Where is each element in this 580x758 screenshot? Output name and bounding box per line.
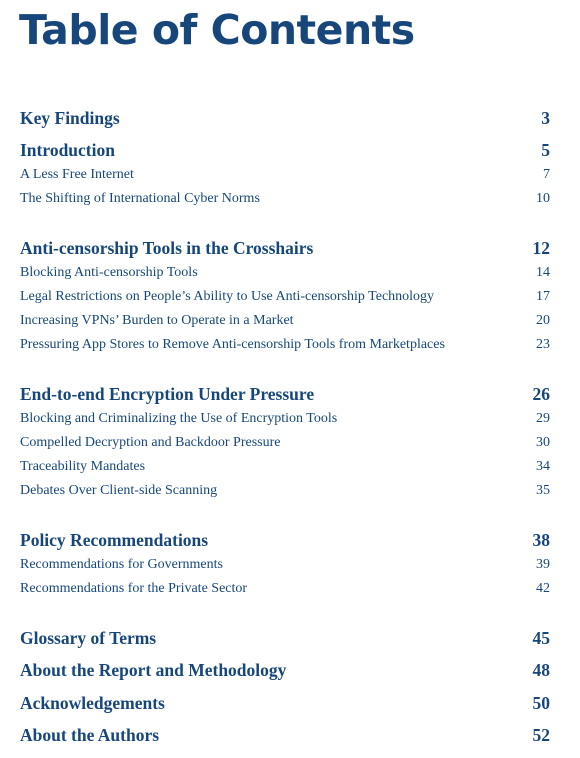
toc-entry[interactable] xyxy=(20,108,550,129)
toc-subentry[interactable] xyxy=(20,265,550,281)
toc-entry-label: Pressuring App Stores to Remove Anti-censorship Tools from Marketplaces xyxy=(20,337,445,352)
toc-entry-page: 45 xyxy=(532,628,550,648)
toc-entry-page: 39 xyxy=(536,557,550,572)
toc-entry-page: 34 xyxy=(536,459,550,474)
toc-subentry[interactable] xyxy=(20,435,550,451)
toc-entry-label: Recommendations for the Private Sector xyxy=(20,581,248,596)
toc-entry-label: Blocking Anti-censorship Tools xyxy=(20,265,198,280)
toc-subentry[interactable] xyxy=(20,411,550,427)
toc-entry[interactable] xyxy=(20,693,550,714)
toc-subentry[interactable] xyxy=(20,483,550,499)
toc-entry-page: 14 xyxy=(536,265,550,280)
toc-entry[interactable] xyxy=(20,628,550,649)
toc-entry-page: 7 xyxy=(543,167,550,182)
toc-subentry[interactable] xyxy=(20,191,550,207)
toc-entry-page: 3 xyxy=(541,108,550,128)
toc-subentry[interactable] xyxy=(20,581,550,597)
toc-entry-page: 26 xyxy=(532,384,550,404)
toc-entry-label: Legal Restrictions on People’s Ability to Use Anti-censorship Technology xyxy=(20,289,435,304)
toc-entry-page: 5 xyxy=(541,140,550,160)
toc-entry-page: 42 xyxy=(536,581,550,596)
toc-entry-page: 35 xyxy=(536,483,550,498)
toc-entry-label: Traceability Mandates xyxy=(20,459,146,474)
toc-entry[interactable] xyxy=(20,384,550,405)
toc-entry[interactable] xyxy=(20,530,550,551)
toc-entry-label: About the Authors xyxy=(20,725,160,745)
toc-entry-page: 52 xyxy=(532,725,550,745)
toc-entry-page: 17 xyxy=(536,289,550,304)
toc-entry-label: Recommendations for Governments xyxy=(20,557,223,572)
toc-entry-page: 48 xyxy=(532,660,550,680)
toc-entry[interactable] xyxy=(20,140,550,161)
toc-subentry[interactable] xyxy=(20,313,550,329)
toc-entry[interactable] xyxy=(20,238,550,259)
toc-entry-page: 20 xyxy=(536,313,550,328)
toc-subentry[interactable] xyxy=(20,337,550,353)
toc-entry-label: Acknowledgements xyxy=(20,693,165,713)
toc-entry-label: Debates Over Client-side Scanning xyxy=(20,483,218,498)
toc-entry[interactable] xyxy=(20,725,550,746)
toc-entry-label: A Less Free Internet xyxy=(20,167,134,182)
toc-entry-label: Compelled Decryption and Backdoor Pressure xyxy=(20,435,281,450)
toc-entry-label: Policy Recommendations xyxy=(20,530,209,550)
toc-subentry[interactable] xyxy=(20,167,550,183)
toc-subentry[interactable] xyxy=(20,459,550,475)
toc-subentry[interactable] xyxy=(20,289,550,305)
toc-entry-page: 10 xyxy=(536,191,550,206)
page-title: Table of Contents xyxy=(19,6,415,54)
toc-entry-page: 30 xyxy=(536,435,550,450)
toc-entry-page: 50 xyxy=(532,693,550,713)
toc-entry-label: The Shifting of International Cyber Norms xyxy=(20,191,260,206)
toc-entry-label: End-to-end Encryption Under Pressure xyxy=(20,384,315,404)
toc-entry-label: Increasing VPNs’ Burden to Operate in a Market xyxy=(20,313,294,328)
toc-entry-label: Introduction xyxy=(20,140,115,160)
toc-entry-page: 12 xyxy=(532,238,550,258)
toc-entry[interactable] xyxy=(20,660,550,681)
toc-entry-label: Anti-censorship Tools in the Crosshairs xyxy=(20,238,314,258)
toc-entry-label: Key Findings xyxy=(20,108,120,128)
toc-entry-label: Glossary of Terms xyxy=(20,628,157,648)
toc-subentry[interactable] xyxy=(20,557,550,573)
toc-entry-page: 23 xyxy=(536,337,550,352)
toc-entry-page: 29 xyxy=(536,411,550,426)
toc-entry-label: Blocking and Criminalizing the Use of Encryption Tools xyxy=(20,411,338,426)
toc-entry-page: 38 xyxy=(532,530,550,550)
toc-entry-label: About the Report and Methodology xyxy=(20,660,287,680)
